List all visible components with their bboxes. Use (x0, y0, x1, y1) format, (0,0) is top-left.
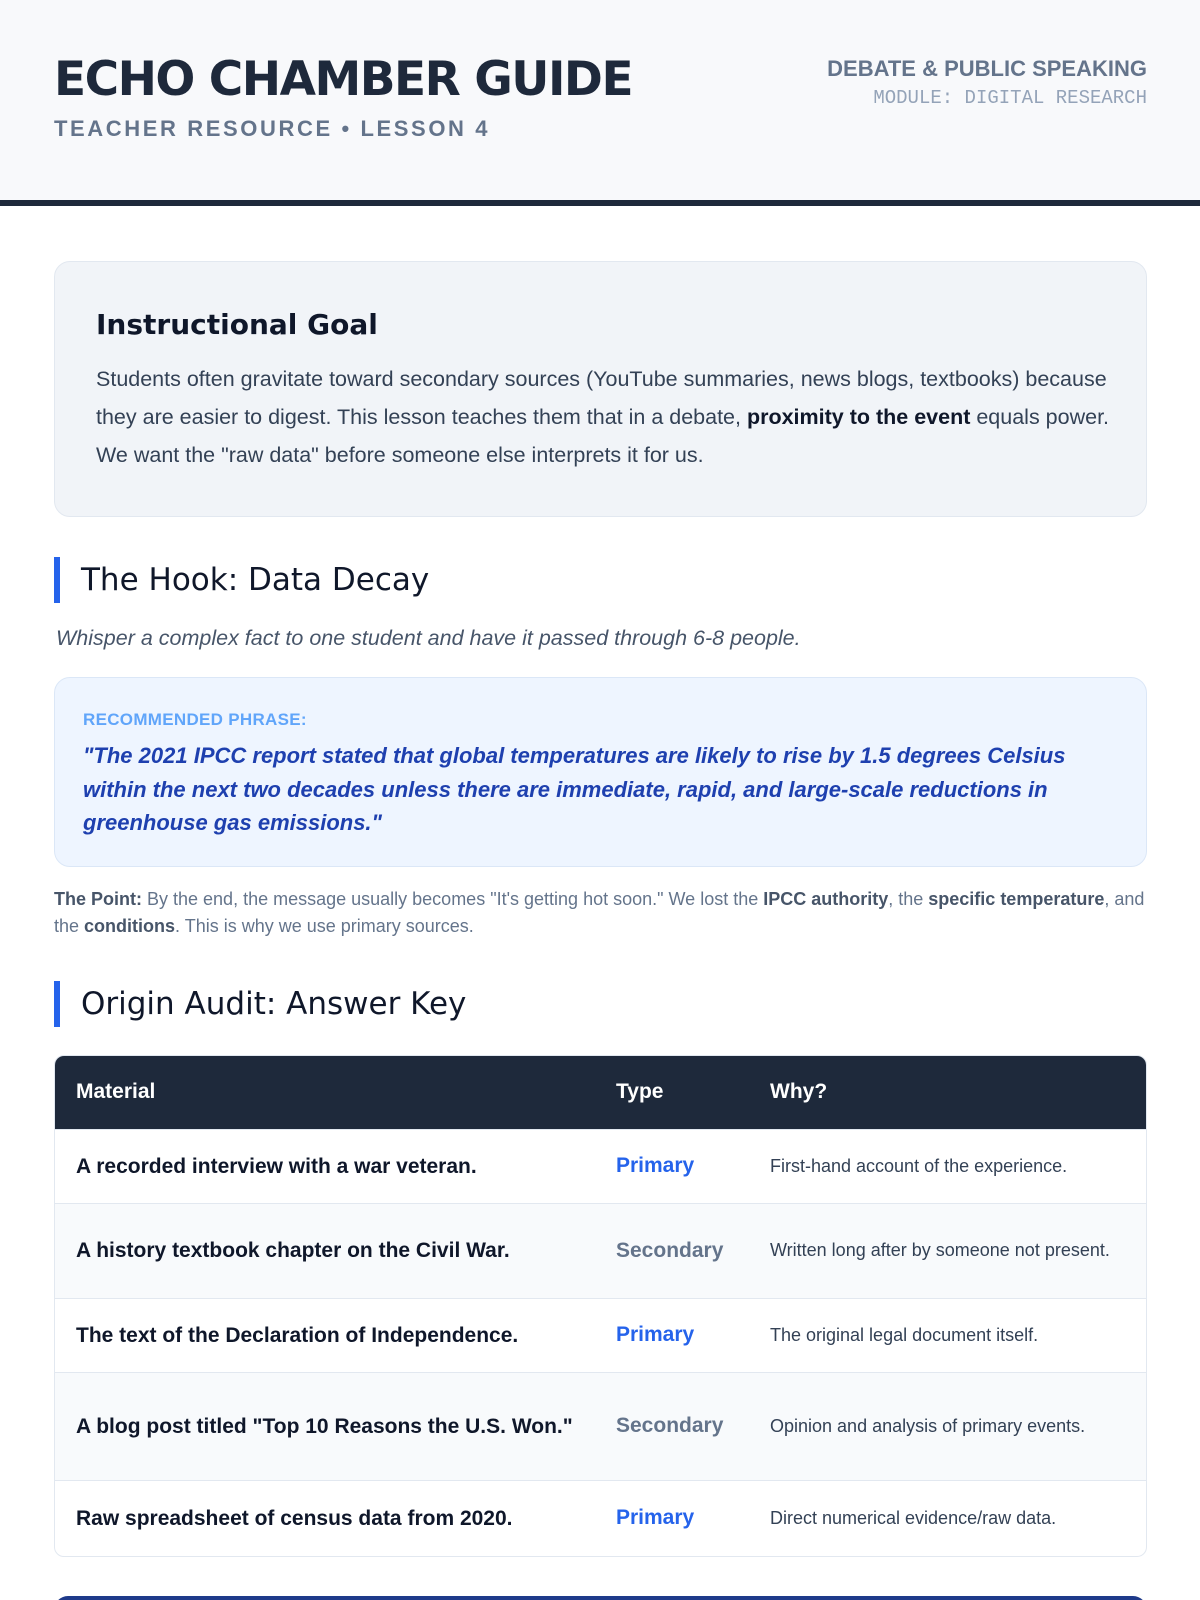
point-label: The Point: (54, 889, 142, 909)
instructional-goal-card (54, 261, 1147, 517)
audit-section-heading: Origin Audit: Answer Key (54, 981, 466, 1027)
table-row (55, 1203, 1146, 1298)
point-emphasis: conditions (84, 916, 176, 936)
page-header (0, 0, 1200, 206)
point-text-part: , the (888, 889, 929, 909)
table-row (55, 1372, 1146, 1480)
why-cell: First-hand account of the experience. (749, 1129, 1146, 1203)
column-header-type: Type (595, 1056, 749, 1129)
module-name: MODULE: DIGITAL RESEARCH (873, 87, 1147, 109)
next-section-edge (54, 1596, 1147, 1600)
type-cell: Primary (595, 1480, 749, 1556)
why-cell: The original legal document itself. (749, 1298, 1146, 1372)
why-cell: Written long after by someone not present. (749, 1203, 1146, 1298)
goal-text (96, 360, 1111, 474)
answer-key-table (54, 1055, 1147, 1557)
material-cell: A recorded interview with a war veteran. (55, 1129, 595, 1203)
answer-key-grid (55, 1056, 1146, 1556)
type-cell: Secondary (595, 1203, 749, 1298)
point-text-part: . This is why we use primary sources. (175, 916, 474, 936)
point-text-part: By the end, the message usually becomes "It's getting hot soon." We lost the (142, 889, 764, 909)
table-header-row (55, 1056, 1146, 1129)
goal-text-part: Students often gravitate toward secondary sources (YouTube summaries, news blogs, textbooks) because they are easier to digest. This lesson teaches them that in a debate, (96, 367, 1107, 429)
type-cell: Secondary (595, 1372, 749, 1480)
recommended-phrase-card (54, 677, 1147, 867)
point-text-part: , and the (54, 889, 1145, 936)
document-title: ECHO CHAMBER GUIDE (54, 52, 633, 107)
material-cell: A blog post titled "Top 10 Reasons the U.S. Won." (55, 1372, 595, 1480)
goal-heading: Instructional Goal (96, 308, 378, 341)
material-cell: Raw spreadsheet of census data from 2020. (55, 1480, 595, 1556)
goal-text-part: equals power. We want the "raw data" before someone else interprets it for us. (96, 405, 1110, 467)
table-row (55, 1129, 1146, 1203)
hook-instruction: Whisper a complex fact to one student and have it passed through 6-8 people. (56, 626, 801, 650)
why-cell: Opinion and analysis of primary events. (749, 1372, 1146, 1480)
table-row (55, 1298, 1146, 1372)
point-note (54, 886, 1147, 940)
course-name: DEBATE & PUBLIC SPEAKING (827, 56, 1147, 81)
type-cell: Primary (595, 1298, 749, 1372)
material-cell: The text of the Declaration of Independence. (55, 1298, 595, 1372)
goal-text-emphasis: proximity to the event (746, 405, 971, 429)
phrase-label: RECOMMENDED PHRASE: (83, 710, 307, 729)
column-header-why: Why? (749, 1056, 1146, 1129)
phrase-text: "The 2021 IPCC report stated that global temperatures are likely to rise by 1.5 degrees Celsius within the next two decades unless there are immediate, rapid, and large-scale reductions in greenhouse gas emissions." (83, 743, 1066, 835)
column-header-material: Material (55, 1056, 595, 1129)
why-cell: Direct numerical evidence/raw data. (749, 1480, 1146, 1556)
document-subtitle: TEACHER RESOURCE • LESSON 4 (54, 116, 491, 141)
type-cell: Primary (595, 1129, 749, 1203)
point-emphasis: IPCC authority (763, 889, 889, 909)
hook-section-heading: The Hook: Data Decay (54, 557, 429, 603)
point-emphasis: specific temperature (928, 889, 1105, 909)
table-row (55, 1480, 1146, 1556)
material-cell: A history textbook chapter on the Civil War. (55, 1203, 595, 1298)
